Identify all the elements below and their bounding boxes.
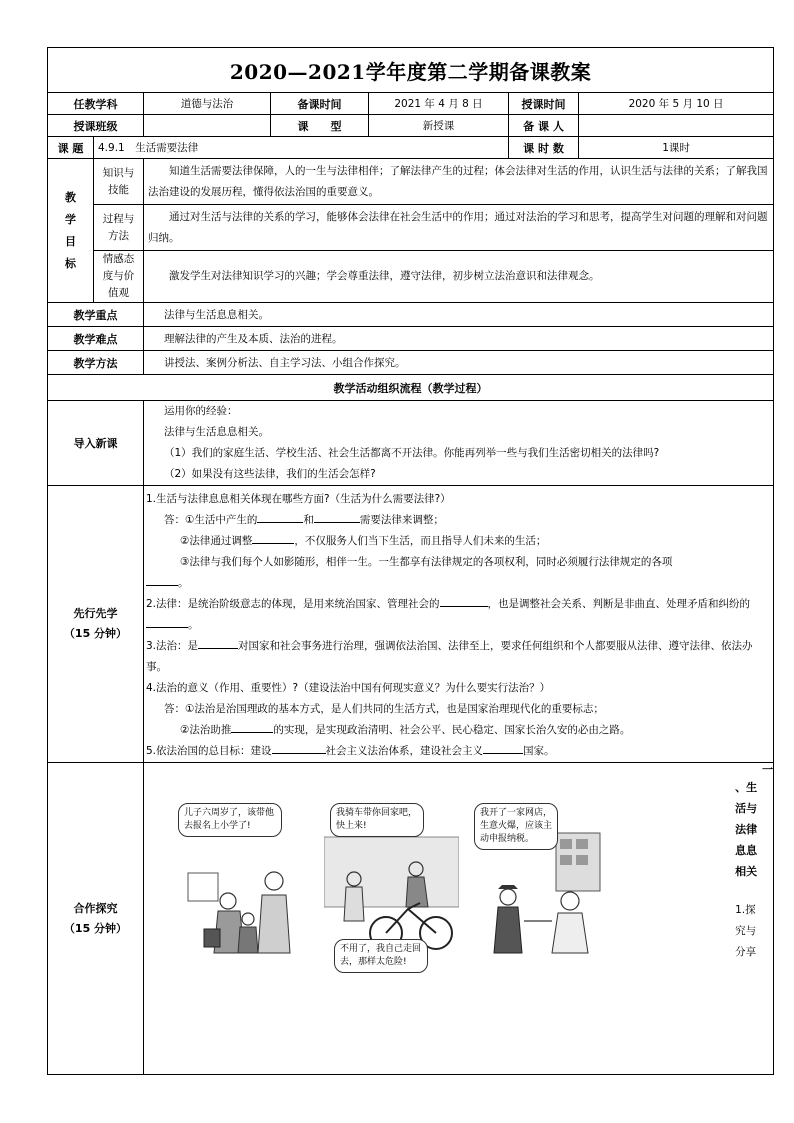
answer-1 bbox=[146, 510, 769, 531]
preparer-label: 备 课 人 bbox=[509, 115, 579, 137]
question-2-end: 。 bbox=[188, 619, 199, 631]
blank-5[interactable] bbox=[440, 596, 488, 607]
blank-4[interactable] bbox=[146, 575, 178, 586]
knowledge-label: 知识与技能 bbox=[94, 159, 144, 205]
knowledge-text: 知道生活需要法律保障，人的一生与法律相伴；了解法律产生的过程；体会法律对生活的作用，认识生活与法律的关系；了解我国法治建设的发展历程，懂得依法治国的重要意义。 bbox=[144, 159, 774, 205]
type-value: 新授课 bbox=[369, 115, 509, 137]
process-text: 通过对生活与法律的关系的学习，能够体会法律在社会生活中的作用；通过对法治的学习和思考，提高学生对问题的理解和对问题归纳。 bbox=[144, 205, 774, 251]
teach-time-value: 2020 年 5 月 10 日 bbox=[579, 93, 774, 115]
side-line: 法律 bbox=[735, 823, 758, 836]
topic-label: 课 题 bbox=[48, 137, 94, 159]
speech-bubble-2: 我骑车带你回家吧，快上来! bbox=[330, 803, 424, 837]
answer-4-2-suffix: 的实现，是实现政治清明、社会公平、民心稳定、国家长治久安的必由之路。 bbox=[273, 724, 631, 736]
side-line: 息息 bbox=[735, 844, 758, 857]
answer-4-2-prefix: ②法治助推 bbox=[180, 724, 232, 736]
illustration-bicycle bbox=[324, 803, 459, 967]
answer-1-suffix: 需要法律来调整； bbox=[359, 514, 444, 526]
side-note-line: 分享 bbox=[735, 946, 757, 958]
blank-3[interactable] bbox=[252, 533, 294, 544]
question-2-prefix: 2.法律：是统治阶级意志的体现，是用来统治国家、管理社会的 bbox=[146, 598, 440, 610]
cooperate-label: 合作探究 bbox=[73, 901, 118, 915]
method-label: 教学方法 bbox=[48, 351, 144, 375]
answer-1-prefix: 答：①生活中产生的 bbox=[164, 514, 258, 526]
question-3-rest: 对国家和社会事务进行治理，强调依法治国、法律至上，要求任何组织和个人都要服从法律、遵守法律、依法办事。 bbox=[146, 640, 753, 673]
subject-value: 道德与法治 bbox=[144, 93, 271, 115]
key-point-text: 法律与生活息息相关。 bbox=[144, 303, 774, 327]
flow-title: 教学活动组织流程（教学过程） bbox=[48, 375, 774, 401]
question-5 bbox=[146, 741, 769, 762]
answer-2 bbox=[146, 531, 769, 552]
intro-line-4: （2）如果没有这些法律，我们的生活会怎样? bbox=[164, 468, 376, 480]
speech-bubble-3: 不用了，我自己走回去，那样太危险! bbox=[334, 939, 428, 973]
type-label: 课 型 bbox=[271, 115, 369, 137]
key-point-label: 教学重点 bbox=[48, 303, 144, 327]
topic-value: 4.9.1 生活需要法律 bbox=[94, 137, 509, 159]
prestudy-cell bbox=[48, 486, 144, 763]
hours-value: 1课时 bbox=[579, 137, 774, 159]
question-4: 4.法治的意义（作用、重要性）?（建设法治中国有何现实意义？为什么要实行法治？） bbox=[146, 682, 551, 694]
cooperate-cell bbox=[48, 763, 144, 1075]
illustration-online-shop bbox=[468, 803, 603, 963]
lesson-plan bbox=[47, 47, 773, 1075]
answer-3-end bbox=[146, 573, 769, 594]
side-line: 相关 bbox=[735, 865, 758, 878]
difficulty-label: 教学难点 bbox=[48, 327, 144, 351]
side-heading bbox=[735, 763, 773, 963]
question-3-prefix: 3.法治：是 bbox=[146, 640, 199, 652]
class-value bbox=[144, 115, 271, 137]
side-line: 活与 bbox=[735, 802, 758, 815]
answer-4-2 bbox=[146, 720, 769, 741]
emotion-label: 情感态度与价值观 bbox=[94, 251, 144, 303]
blank-6[interactable] bbox=[146, 617, 188, 628]
blank-1[interactable] bbox=[257, 512, 303, 523]
hours-label: 课 时 数 bbox=[509, 137, 579, 159]
illustration-area bbox=[144, 763, 773, 1063]
prep-time-label: 备课时间 bbox=[271, 93, 369, 115]
process-label: 过程与方法 bbox=[94, 205, 144, 251]
speech-bubble-4: 我开了一家网店，生意火爆，应该主动申报纳税。 bbox=[474, 803, 558, 850]
prestudy-label: 先行先学 bbox=[73, 607, 118, 620]
answer-1-mid: 和 bbox=[303, 514, 314, 526]
blank-2[interactable] bbox=[314, 512, 360, 523]
difficulty-text: 理解法律的产生及本质、法治的进程。 bbox=[144, 327, 774, 351]
prestudy-content bbox=[144, 486, 774, 763]
answer-3: ③法律与我们每个人如影随形，相伴一生。一生都享有法律规定的各项权利，同时必须履行法律规定的各项 bbox=[180, 556, 673, 568]
side-note-line: 1.探 bbox=[735, 904, 756, 916]
prestudy-time: （15 分钟） bbox=[63, 627, 128, 640]
side-note-line: 究与 bbox=[735, 925, 757, 937]
question-5-mid: 社会主义法治体系，建设社会主义 bbox=[325, 745, 484, 757]
side-line: 一 bbox=[762, 763, 774, 776]
goals-label: 教学目标 bbox=[48, 159, 94, 303]
answer-2-prefix: ②法律通过调整 bbox=[180, 535, 253, 547]
answer-4-1: 答：①法治是治国理政的基本方式，是人们共同的生活方式，也是国家治理现代化的重要标志； bbox=[164, 703, 604, 715]
class-label: 授课班级 bbox=[48, 115, 144, 137]
blank-8[interactable] bbox=[231, 722, 273, 733]
page-title: 2020—2021学年度第二学期备课教案 bbox=[48, 48, 774, 93]
emotion-text: 激发学生对法律知识学习的兴趣；学会尊重法律，遵守法律，初步树立法治意识和法律观念。 bbox=[144, 251, 774, 303]
illustration-family bbox=[176, 803, 301, 963]
cooperate-time: （15 分钟） bbox=[63, 921, 128, 935]
intro-line-2: 法律与生活息息相关。 bbox=[164, 426, 269, 438]
answer-3-end-text: 。 bbox=[178, 577, 189, 589]
answer-2-suffix: ，不仅服务人们当下生活，而且指导人们未来的生活； bbox=[294, 535, 547, 547]
intro-label: 导入新课 bbox=[48, 401, 144, 486]
question-2-mid: ，也是调整社会关系、判断是非曲直、处理矛盾和纠纷的 bbox=[487, 598, 751, 610]
question-2 bbox=[146, 594, 769, 636]
side-line: 、生 bbox=[735, 781, 758, 794]
subject-label: 任教学科 bbox=[48, 93, 144, 115]
cooperate-content bbox=[144, 763, 774, 1075]
speech-bubble-1: 儿子六周岁了，该带他去报名上小学了! bbox=[178, 803, 282, 837]
question-5-prefix: 5.依法治国的总目标：建设 bbox=[146, 745, 272, 757]
teach-time-label: 授课时间 bbox=[509, 93, 579, 115]
blank-10[interactable] bbox=[483, 743, 523, 754]
intro-line-3: （1）我们的家庭生活、学校生活、社会生活都离不开法律。你能再列举一些与我们生活密切相关的法律吗? bbox=[164, 447, 660, 459]
question-1: 1.生活与法律息息相关体现在哪些方面?（生活为什么需要法律?） bbox=[146, 493, 451, 505]
question-5-end: 国家。 bbox=[523, 745, 555, 757]
preparer-value bbox=[579, 115, 774, 137]
method-text: 讲授法、案例分析法、自主学习法、小组合作探究。 bbox=[144, 351, 774, 375]
prep-time-value: 2021 年 4 月 8 日 bbox=[369, 93, 509, 115]
intro-content bbox=[144, 401, 774, 486]
intro-line-1: 运用你的经验： bbox=[164, 405, 238, 417]
blank-7[interactable] bbox=[198, 638, 238, 649]
lesson-plan-table bbox=[47, 47, 774, 1075]
question-3 bbox=[146, 636, 769, 678]
blank-9[interactable] bbox=[272, 743, 326, 754]
